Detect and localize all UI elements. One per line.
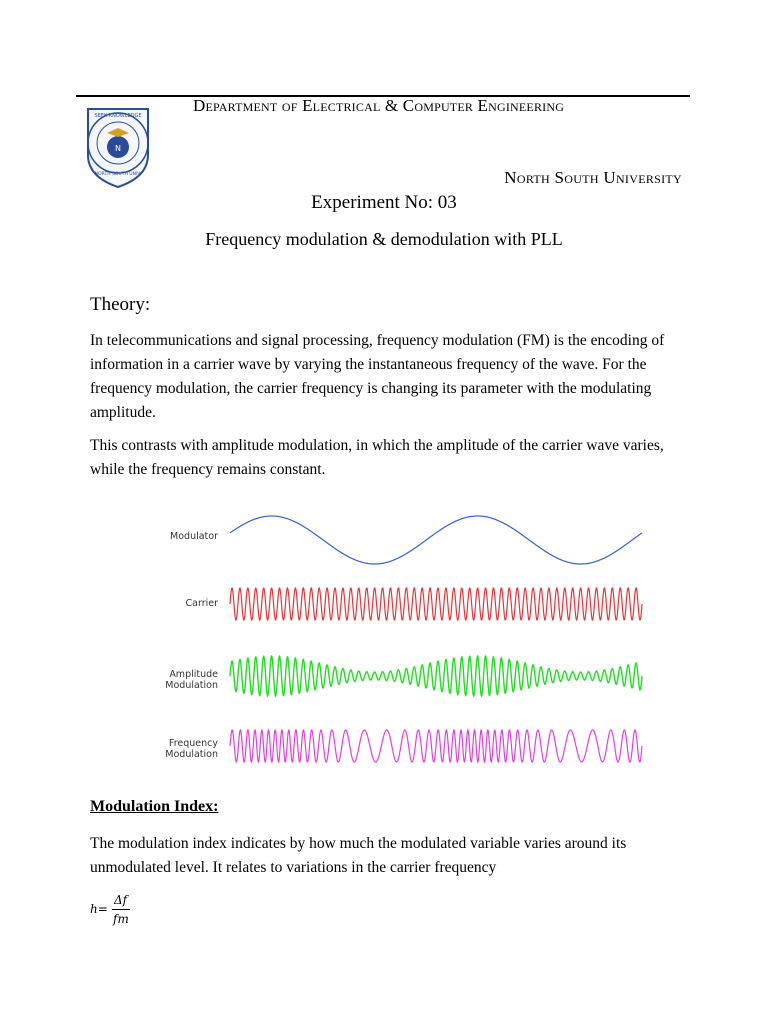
fm-label-line2: Modulation [165, 749, 218, 760]
am-label-line2: Modulation [165, 680, 218, 691]
theory-paragraph-1: In telecommunications and signal processing, frequency modulation (FM) is the encoding of information in a carrier wave by varying the instantaneous frequency of the wave. For the frequency modulation, the carrier frequency is changing its parameter with the modulating amplitude. [90, 332, 665, 421]
svg-text:N: N [115, 144, 121, 153]
modulator-label: Modulator [170, 531, 218, 542]
modulation-index-formula [90, 893, 150, 933]
am-wave [230, 656, 642, 696]
carrier-wave [230, 588, 642, 620]
modulator-wave [230, 516, 642, 564]
modulation-index-heading: Modulation Index: [90, 798, 219, 815]
theory-heading: Theory: [90, 294, 151, 315]
fm-wave [230, 730, 642, 762]
university-name: North South University [504, 168, 682, 187]
formula-denominator: fm [113, 912, 129, 926]
carrier-label: Carrier [185, 598, 218, 609]
department-heading: Department of Electrical & Computer Engineering [193, 96, 565, 115]
fm-label-line1: Frequency [168, 738, 218, 749]
experiment-title: Frequency modulation & demodulation with PLL [205, 229, 563, 249]
am-label-line1: Amplitude [169, 669, 218, 680]
university-logo [80, 103, 156, 189]
formula-numerator: Δf [114, 893, 128, 907]
experiment-number-text: Experiment No: 03 [311, 192, 457, 213]
formula-lhs: h= [90, 902, 108, 916]
svg-text:SEEK KNOWLEDGE: SEEK KNOWLEDGE [94, 113, 142, 119]
theory-paragraph-2: This contrasts with amplitude modulation, in which the amplitude of the carrier wave varies, while the frequency remains constant. [90, 437, 664, 478]
modulation-waveforms-figure [130, 500, 650, 780]
formula-fraction-bar [112, 909, 130, 910]
modulation-index-paragraph: The modulation index indicates by how much the modulated variable varies around its unmodulated level. It relates to variations in the carrier frequency [90, 835, 627, 876]
experiment-number [0, 192, 768, 214]
svg-text:NORTH SOUTH UNIV.: NORTH SOUTH UNIV. [94, 172, 142, 177]
